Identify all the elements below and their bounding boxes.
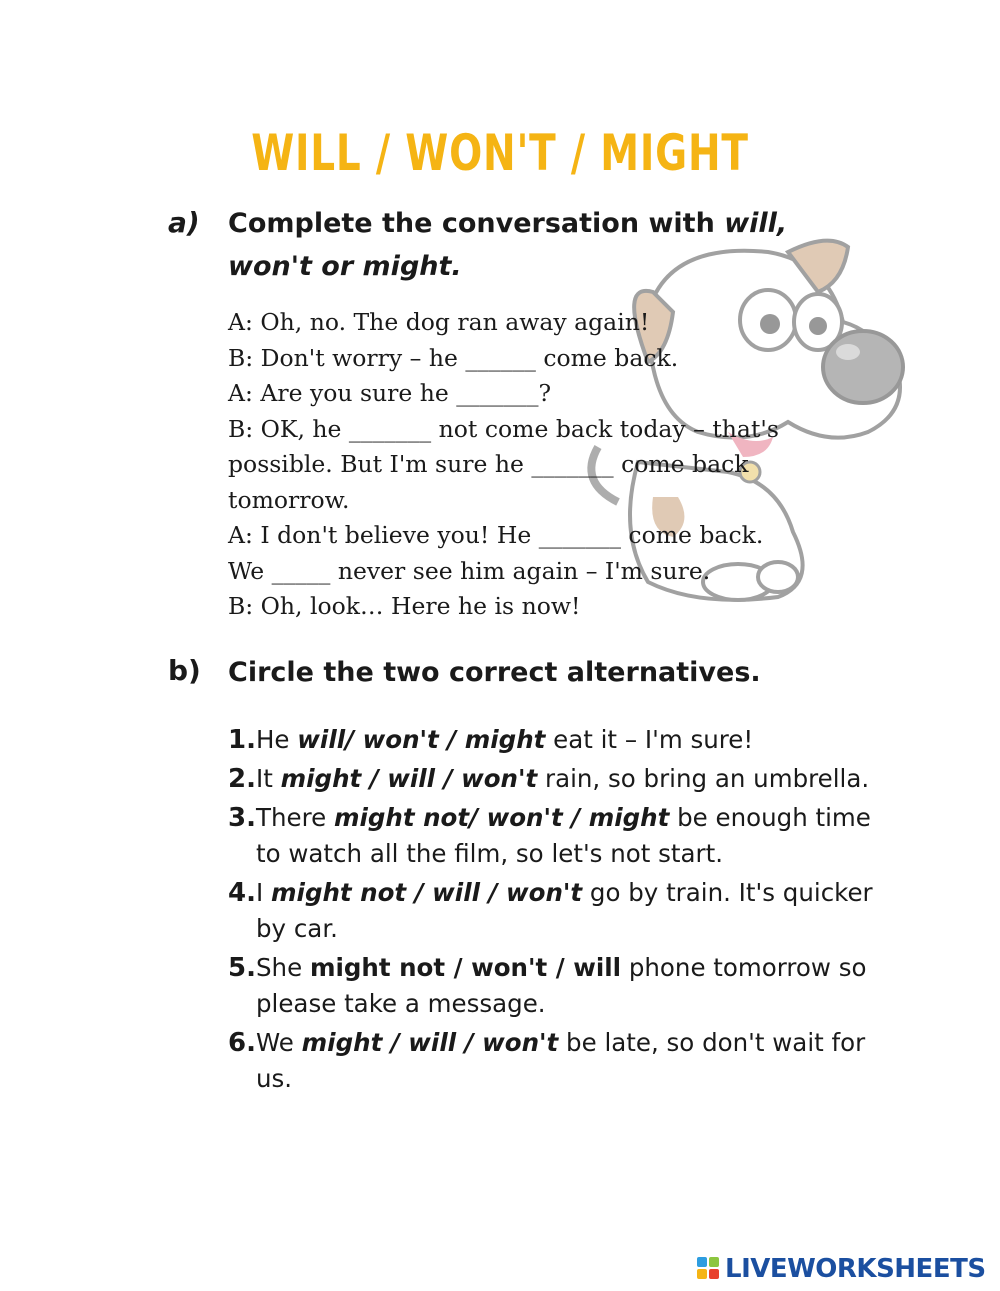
item-number: 4. — [228, 878, 256, 908]
item-number: 1. — [228, 725, 256, 755]
dialogue-line: A: I don't believe you! He _______ come back. — [228, 521, 764, 549]
item-text-after: be enough time to watch all the film, so let's not start. — [256, 803, 871, 868]
exercise-list — [228, 722, 878, 1100]
item-text-after: eat it – I'm sure! — [545, 725, 754, 754]
item-text-before: I — [256, 878, 272, 907]
dialogue-line: B: Oh, look… Here he is now! — [228, 592, 581, 620]
dialogue-line: B: OK, he _______ not come back today – that's — [228, 414, 779, 443]
item-text-after: go by train. It's quicker by car. — [256, 878, 873, 943]
item-text-before: It — [256, 764, 281, 793]
dialogue-line: tomorrow. — [228, 485, 350, 514]
item-options[interactable]: might not / won't / will — [309, 953, 622, 982]
exercise-item — [228, 1025, 878, 1097]
section-a-heading-prefix: Complete the conversation with — [228, 208, 725, 239]
section-a-letter: a) — [168, 206, 200, 239]
exercise-item — [228, 800, 878, 872]
section-a-heading-suffix: . — [451, 251, 462, 282]
dialogue-line: B: Don't worry – he ______ come back. — [228, 343, 679, 372]
exercise-item — [228, 722, 878, 758]
liveworksheets-logo-icon — [697, 1257, 721, 1281]
item-options[interactable]: will/ won't / might — [297, 725, 546, 754]
item-options[interactable]: might not / will / won't — [271, 878, 583, 907]
section-b-heading: Circle the two correct alternatives. — [228, 657, 761, 688]
section-b-letter: b) — [168, 654, 201, 687]
section-a-heading-words: will, won't or might — [228, 208, 788, 282]
item-text-before: He — [256, 725, 298, 754]
item-text-after: be late, so don't wait for us. — [256, 1028, 866, 1093]
dialogue-line: possible. But I'm sure he _______ come back — [228, 450, 749, 478]
item-text-before: There — [256, 803, 334, 832]
worksheet-title: WILL / WON'T / MIGHT — [251, 124, 749, 182]
section-a-heading — [228, 202, 828, 288]
item-text-after: rain, so bring an umbrella. — [537, 764, 870, 793]
item-number: 5. — [228, 953, 256, 983]
liveworksheets-logo — [697, 1253, 986, 1285]
logo-text: LIVEWORKSHEETS — [725, 1254, 986, 1284]
item-text-after: phone tomorrow so please take a message. — [256, 953, 867, 1018]
item-text-before: We — [256, 1028, 302, 1057]
exercise-item — [228, 761, 878, 797]
item-options[interactable]: might / will / won't — [301, 1028, 559, 1057]
exercise-item — [228, 875, 878, 947]
item-text-before: She — [256, 953, 310, 982]
dialogue-line: We _____ never see him again – I'm sure. — [228, 556, 711, 585]
item-options[interactable]: might / will / won't — [280, 764, 538, 793]
dialogue-line: A: Are you sure he _______? — [228, 379, 552, 407]
exercise-item — [228, 950, 878, 1022]
item-number: 3. — [228, 803, 256, 833]
dialogue-line: A: Oh, no. The dog ran away again! — [228, 308, 650, 336]
item-options[interactable]: might not/ won't / might — [333, 803, 670, 832]
item-number: 2. — [228, 764, 256, 794]
item-number: 6. — [228, 1028, 256, 1058]
conversation-text — [228, 305, 858, 625]
